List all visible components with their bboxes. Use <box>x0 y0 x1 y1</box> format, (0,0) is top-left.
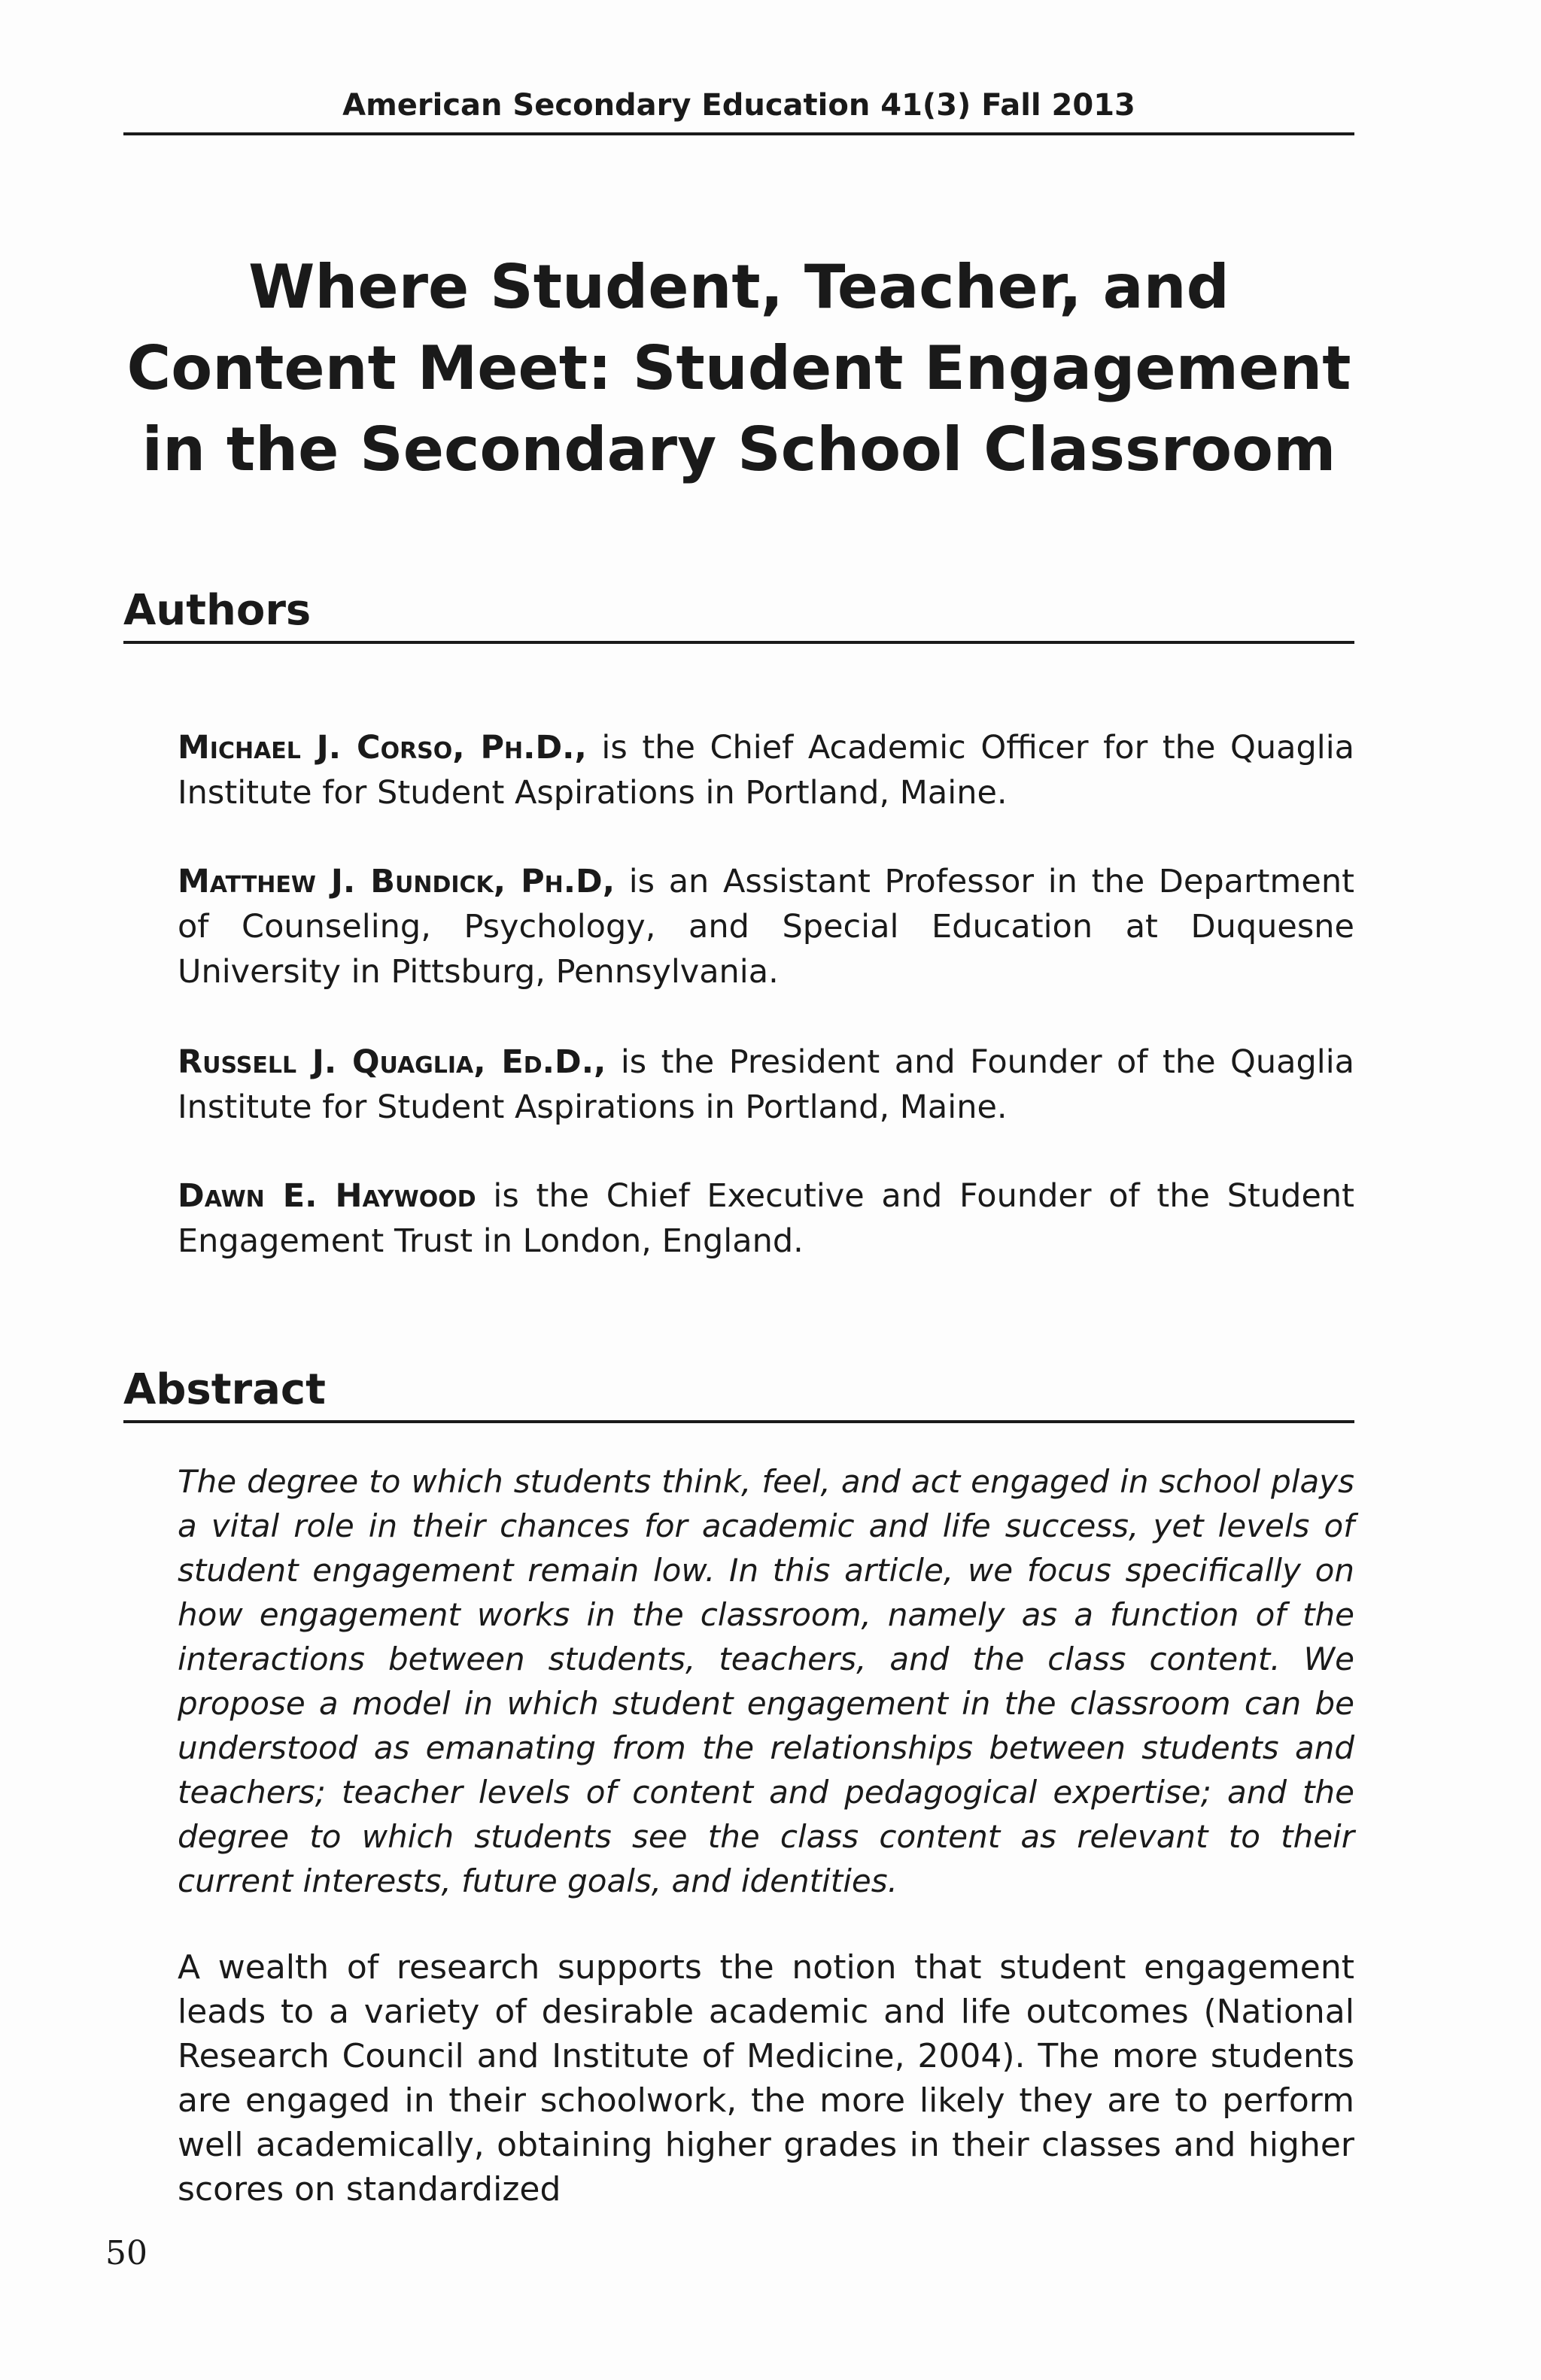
author-entry <box>178 1040 1354 1130</box>
page-number: 50 <box>105 2234 147 2272</box>
running-header: American Secondary Education 41(3) Fall 2013 <box>342 88 1135 123</box>
author-bio: is the Chief Academic Officer for the Quaglia Institute for Student Aspirations in Portland, Maine. <box>178 729 1354 812</box>
author-entry <box>178 725 1354 815</box>
article-title: Where Student, Teacher, and Content Meet: Student Engagement in the Secondary School Classroom <box>126 252 1351 484</box>
author-entry <box>178 859 1354 994</box>
authors-heading: Authors <box>123 586 312 635</box>
author-name: Dawn E. Haywood <box>178 1177 476 1215</box>
author-name: Matthew J. Bundick, Ph.D, <box>178 863 615 900</box>
author-bio: is the Chief Executive and Founder of the Student Engagement Trust in London, England. <box>178 1177 1355 1260</box>
author-name: Michael J. Corso, Ph.D., <box>178 729 587 767</box>
authors-rule <box>123 641 1354 644</box>
abstract-rule <box>123 1420 1354 1423</box>
author-bio: is the President and Founder of the Quaglia Institute for Student Aspirations in Portland, Maine. <box>178 1043 1355 1126</box>
author-bio: is an Assistant Professor in the Department of Counseling, Psychology, and Special Education at Duquesne University in Pittsburg, Pennsylvania. <box>178 863 1354 991</box>
abstract-text: The degree to which students think, feel, and act engaged in school plays a vital role in their chances for academic and life success, yet levels of student engagement remain low. In this article, we focus specifically on how engagement works in the classroom, namely as a function of the interactions between students, teachers, and the class content. We propose a model in which student engagement in the classroom can be understood as emanating from the relationships between students and teachers; teacher levels of content and pedagogical expertise; and the degree to which students see the class content as relevant to their current interests, future goals, and identities. <box>178 1463 1354 1899</box>
author-name: Russell J. Quaglia, Ed.D., <box>178 1043 606 1081</box>
author-entry <box>178 1173 1354 1264</box>
abstract-heading: Abstract <box>123 1365 326 1414</box>
body-paragraph: A wealth of research supports the notion that student engagement leads to a variety of desirable academic and life outcomes (National Research Council and Institute of Medicine, 2004). The more students are engaged in their schoolwork, the more likely they are to perform well academically, obtaining higher grades in their classes and higher scores on standardized <box>178 1948 1354 2208</box>
header-rule <box>123 132 1354 135</box>
